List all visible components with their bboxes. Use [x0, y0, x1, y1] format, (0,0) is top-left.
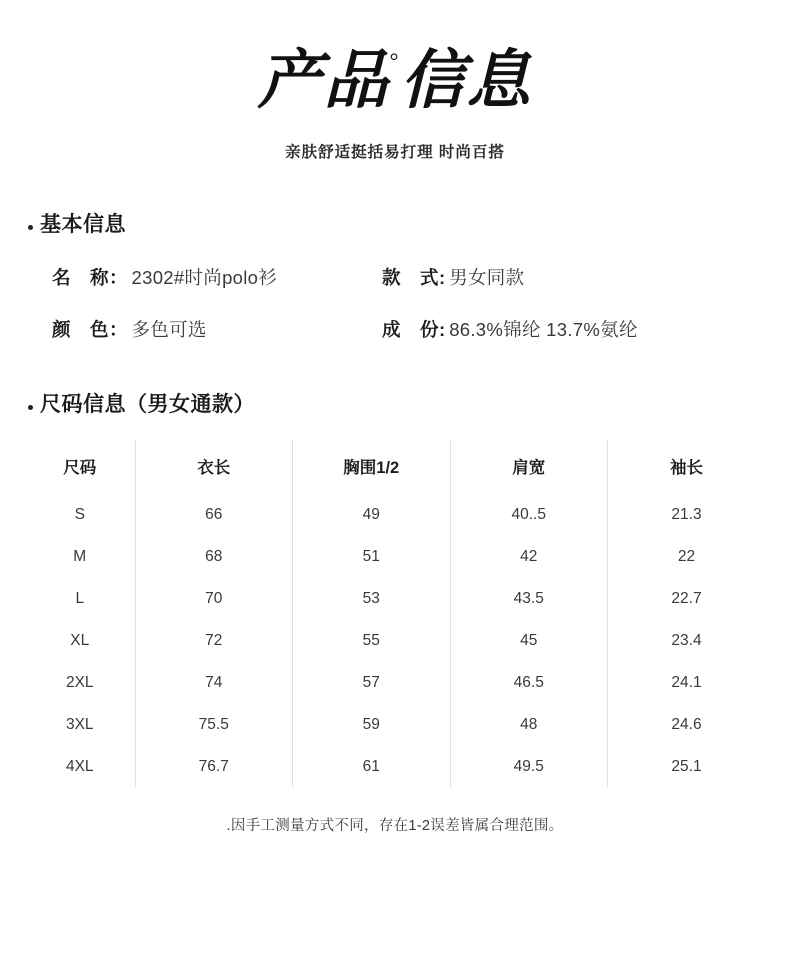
- table-cell: 24.1: [671, 673, 702, 691]
- size-info-heading: [28, 388, 790, 418]
- table-cell: XL: [25, 620, 135, 662]
- table-cell: 49: [293, 494, 451, 536]
- table-cell: 72: [135, 620, 293, 662]
- page-subtitle: 亲肤舒适挺括易打理 时尚百搭: [285, 143, 505, 161]
- table-row: [25, 494, 765, 536]
- info-label: 名 称: [52, 266, 110, 288]
- info-colon: ：: [109, 318, 128, 340]
- basic-info-row: [52, 264, 750, 290]
- table-row: [25, 578, 765, 620]
- table-cell: 42: [450, 536, 608, 578]
- basic-info-row: [52, 316, 750, 342]
- table-cell: 66: [135, 494, 293, 536]
- bullet-dot-icon: [28, 225, 33, 230]
- table-header-cell: 肩宽: [450, 440, 608, 494]
- page-title: [258, 44, 533, 118]
- info-value: 2302#时尚polo衫: [131, 266, 278, 288]
- page-title-part1: 产品: [257, 45, 390, 116]
- table-cell: 74: [135, 662, 293, 704]
- table-cell: 21.3: [671, 505, 702, 523]
- info-value: 男女同款: [449, 266, 525, 288]
- table-cell: 24.6: [671, 715, 702, 733]
- table-cell: 4XL: [25, 746, 135, 788]
- table-cell: 40..5: [450, 494, 608, 536]
- table-cell: 2XL: [25, 662, 135, 704]
- table-cell: 55: [293, 620, 451, 662]
- size-info-heading-label: 尺码信息（男女通款）: [40, 392, 255, 416]
- table-cell: 48: [450, 704, 608, 746]
- table-cell: 70: [135, 578, 293, 620]
- info-colon: :: [439, 318, 446, 340]
- table-cell: 76.7: [135, 746, 293, 788]
- table-cell: L: [25, 578, 135, 620]
- table-row: [25, 620, 765, 662]
- table-header-cell: 衣长: [135, 440, 293, 494]
- table-cell: M: [25, 536, 135, 578]
- table-cell: 49.5: [450, 746, 608, 788]
- info-value: 86.3%锦纶 13.7%氨纶: [449, 318, 638, 340]
- info-label: 款 式: [382, 266, 440, 288]
- table-row: [25, 704, 765, 746]
- table-cell: 23.4: [671, 631, 702, 649]
- table-header-cell: 袖长: [670, 458, 703, 477]
- table-cell: 51: [293, 536, 451, 578]
- info-label: 成 份: [382, 318, 440, 340]
- table-cell: 68: [135, 536, 293, 578]
- table-cell: 22.7: [671, 589, 702, 607]
- table-cell: 22: [677, 547, 696, 565]
- info-label: 颜 色: [52, 318, 110, 340]
- table-row: [25, 536, 765, 578]
- info-colon: ：: [109, 266, 128, 288]
- table-cell: 57: [293, 662, 451, 704]
- table-header-cell: 胸围1/2: [293, 440, 451, 494]
- size-table-footnote: .因手工测量方式不同，存在1-2误差皆属合理范围。: [226, 817, 564, 834]
- info-field-style: [382, 264, 524, 290]
- table-cell: 3XL: [25, 704, 135, 746]
- table-cell: 59: [293, 704, 451, 746]
- table-cell: 61: [293, 746, 451, 788]
- info-field-material: [382, 316, 638, 342]
- info-value: 多色可选: [131, 318, 207, 340]
- info-field-color: [52, 316, 382, 342]
- bullet-dot-icon: [28, 405, 33, 410]
- table-header-cell: 尺码: [25, 440, 135, 494]
- info-field-name: [52, 264, 382, 290]
- basic-info-list: [0, 264, 790, 342]
- basic-info-heading: [28, 208, 790, 238]
- table-header-row: [25, 440, 765, 494]
- page-title-part2: 信息: [400, 45, 533, 116]
- basic-info-heading-label: 基本信息: [40, 212, 126, 236]
- size-table: [25, 440, 765, 788]
- table-row: [25, 662, 765, 704]
- table-cell: 75.5: [135, 704, 293, 746]
- table-cell: 25.1: [671, 757, 702, 775]
- degree-symbol: °: [389, 47, 401, 73]
- page-header: [0, 0, 790, 162]
- table-cell: 46.5: [450, 662, 608, 704]
- info-colon: :: [439, 266, 446, 288]
- table-cell: 43.5: [450, 578, 608, 620]
- table-cell: 53: [293, 578, 451, 620]
- table-row: [25, 746, 765, 788]
- table-cell: S: [25, 494, 135, 536]
- table-cell: 45: [450, 620, 608, 662]
